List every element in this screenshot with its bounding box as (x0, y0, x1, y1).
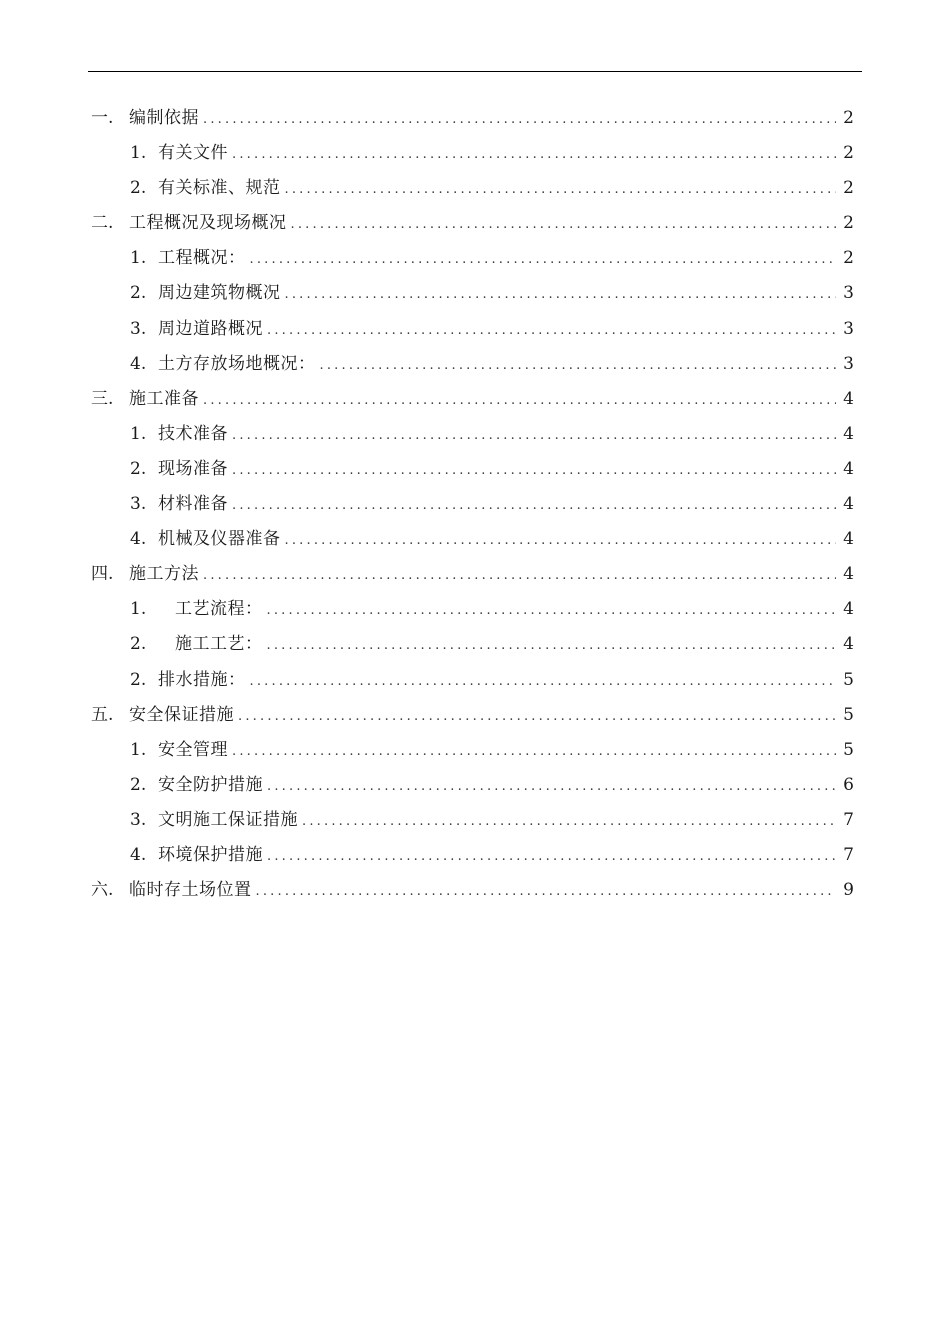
toc-subentry[interactable] (0, 803, 950, 838)
toc-entry-title: 机械及仪器准备 (158, 529, 281, 550)
toc-subentry[interactable] (0, 171, 950, 206)
toc-entry-page: 3 (843, 353, 854, 374)
toc-entry-number: 二. (91, 213, 114, 234)
toc-entry-number: 3. (130, 494, 147, 515)
toc-entry-number: 2. (130, 178, 147, 199)
toc-subentry[interactable] (0, 312, 950, 347)
toc-subentry[interactable] (0, 276, 950, 311)
toc-dot-leader (267, 313, 836, 348)
toc-entry-title: 安全防护措施 (158, 774, 263, 795)
toc-entry-title: 有关文件 (158, 143, 228, 164)
toc-entry-number: 四. (91, 564, 114, 585)
toc-entry-page: 4 (843, 458, 854, 479)
toc-subentry[interactable] (0, 733, 950, 768)
toc-entry-title: 工程概况及现场概况 (129, 213, 287, 234)
toc-entry-number: 1. (130, 739, 147, 760)
toc-entry-page: 2 (843, 108, 854, 128)
toc-subentry[interactable] (0, 592, 950, 627)
toc-entry-title: 临时存土场位置 (129, 880, 252, 901)
toc-dot-leader (320, 348, 837, 383)
toc-entry-title: 周边道路概况 (158, 318, 263, 339)
toc-entry-number: 2. (130, 283, 147, 304)
toc-entry-title: 施工方法 (129, 564, 199, 585)
table-of-contents (0, 101, 950, 908)
toc-dot-leader (250, 664, 837, 699)
toc-entry-page: 4 (843, 494, 854, 515)
toc-dot-leader (285, 277, 837, 312)
toc-subentry[interactable] (0, 627, 950, 662)
toc-entry[interactable] (0, 206, 950, 241)
toc-entry-page: 4 (843, 529, 854, 550)
toc-subentry[interactable] (0, 347, 950, 382)
toc-dot-leader (232, 453, 836, 488)
toc-entry-title: 文明施工保证措施 (158, 809, 298, 830)
toc-entry-page: 2 (843, 213, 854, 234)
toc-subentry[interactable] (0, 136, 950, 171)
toc-entry-number: 4. (130, 844, 147, 865)
toc-entry-page: 3 (843, 283, 854, 304)
toc-entry-page: 2 (843, 178, 854, 199)
toc-subentry[interactable] (0, 663, 950, 698)
toc-entry-page: 4 (843, 634, 854, 655)
toc-subentry[interactable] (0, 241, 950, 276)
toc-entry-number: 一. (91, 108, 114, 128)
toc-entry-title: 材料准备 (158, 494, 228, 515)
toc-entry-number: 1. (130, 599, 147, 620)
toc-entry-title: 环境保护措施 (158, 844, 263, 865)
toc-entry-title: 施工准备 (129, 388, 199, 409)
toc-entry-page: 9 (843, 880, 854, 901)
toc-subentry[interactable] (0, 487, 950, 522)
toc-dot-leader (267, 769, 836, 804)
toc-entry-title: 有关标准、规范 (158, 178, 281, 199)
toc-entry-number: 六. (91, 880, 114, 901)
toc-entry-page: 3 (843, 318, 854, 339)
toc-dot-leader (232, 488, 836, 523)
toc-entry-number: 1. (130, 248, 147, 269)
toc-entry-page: 6 (843, 774, 854, 795)
toc-entry-page: 4 (843, 388, 854, 409)
toc-entry-page: 5 (843, 739, 854, 760)
toc-entry[interactable] (0, 873, 950, 908)
toc-entry-page: 4 (843, 564, 854, 585)
toc-entry-title: 技术准备 (158, 423, 228, 444)
toc-entry[interactable] (0, 101, 950, 136)
toc-entry-number: 4. (130, 529, 147, 550)
toc-dot-leader (203, 558, 836, 593)
toc-entry-number: 三. (91, 388, 114, 409)
toc-entry-page: 4 (843, 423, 854, 444)
toc-dot-leader (203, 383, 836, 418)
toc-dot-leader (267, 593, 837, 628)
toc-entry-number: 4. (130, 353, 147, 374)
toc-entry-title: 工程概况： (158, 248, 246, 269)
toc-entry-number: 3. (130, 318, 147, 339)
toc-entry-page: 7 (843, 844, 854, 865)
toc-entry-number: 1. (130, 143, 147, 164)
toc-entry-title: 周边建筑物概况 (158, 283, 281, 304)
toc-entry-page: 2 (843, 248, 854, 269)
toc-subentry[interactable] (0, 452, 950, 487)
toc-entry-title: 现场准备 (158, 458, 228, 479)
toc-entry-title: 安全保证措施 (129, 704, 234, 725)
toc-dot-leader (302, 804, 836, 839)
toc-entry-title: 土方存放场地概况： (158, 353, 316, 374)
toc-entry-title: 排水措施： (158, 669, 246, 690)
toc-entry-page: 5 (843, 669, 854, 690)
toc-dot-leader (232, 137, 836, 172)
toc-dot-leader (256, 874, 837, 909)
toc-entry-title: 安全管理 (158, 739, 228, 760)
toc-subentry[interactable] (0, 522, 950, 557)
toc-entry-number: 3. (130, 809, 147, 830)
toc-dot-leader (267, 839, 836, 874)
toc-entry-number: 2. (130, 634, 147, 655)
toc-subentry[interactable] (0, 838, 950, 873)
toc-dot-leader (203, 102, 836, 137)
toc-dot-leader (291, 207, 837, 242)
toc-entry-number: 1. (130, 423, 147, 444)
toc-entry[interactable] (0, 698, 950, 733)
toc-dot-leader (285, 172, 837, 207)
toc-subentry[interactable] (0, 417, 950, 452)
toc-entry-page: 4 (843, 599, 854, 620)
toc-entry[interactable] (0, 557, 950, 592)
toc-dot-leader (232, 418, 836, 453)
toc-entry-number: 五. (91, 704, 114, 725)
toc-entry-number: 2. (130, 669, 147, 690)
toc-entry-title: 编制依据 (129, 108, 199, 128)
header-rule (88, 71, 862, 72)
toc-dot-leader (238, 699, 836, 734)
toc-entry-number: 2. (130, 774, 147, 795)
toc-entry-page: 5 (843, 704, 854, 725)
toc-entry-title: 施工工艺： (175, 634, 263, 655)
toc-entry-page: 2 (843, 143, 854, 164)
toc-entry[interactable] (0, 382, 950, 417)
toc-entry-number: 2. (130, 458, 147, 479)
toc-dot-leader (232, 734, 836, 769)
toc-subentry[interactable] (0, 768, 950, 803)
toc-dot-leader (267, 628, 837, 663)
toc-dot-leader (285, 523, 837, 558)
toc-entry-page: 7 (843, 809, 854, 830)
toc-entry-title: 工艺流程： (175, 599, 263, 620)
toc-dot-leader (250, 242, 837, 277)
